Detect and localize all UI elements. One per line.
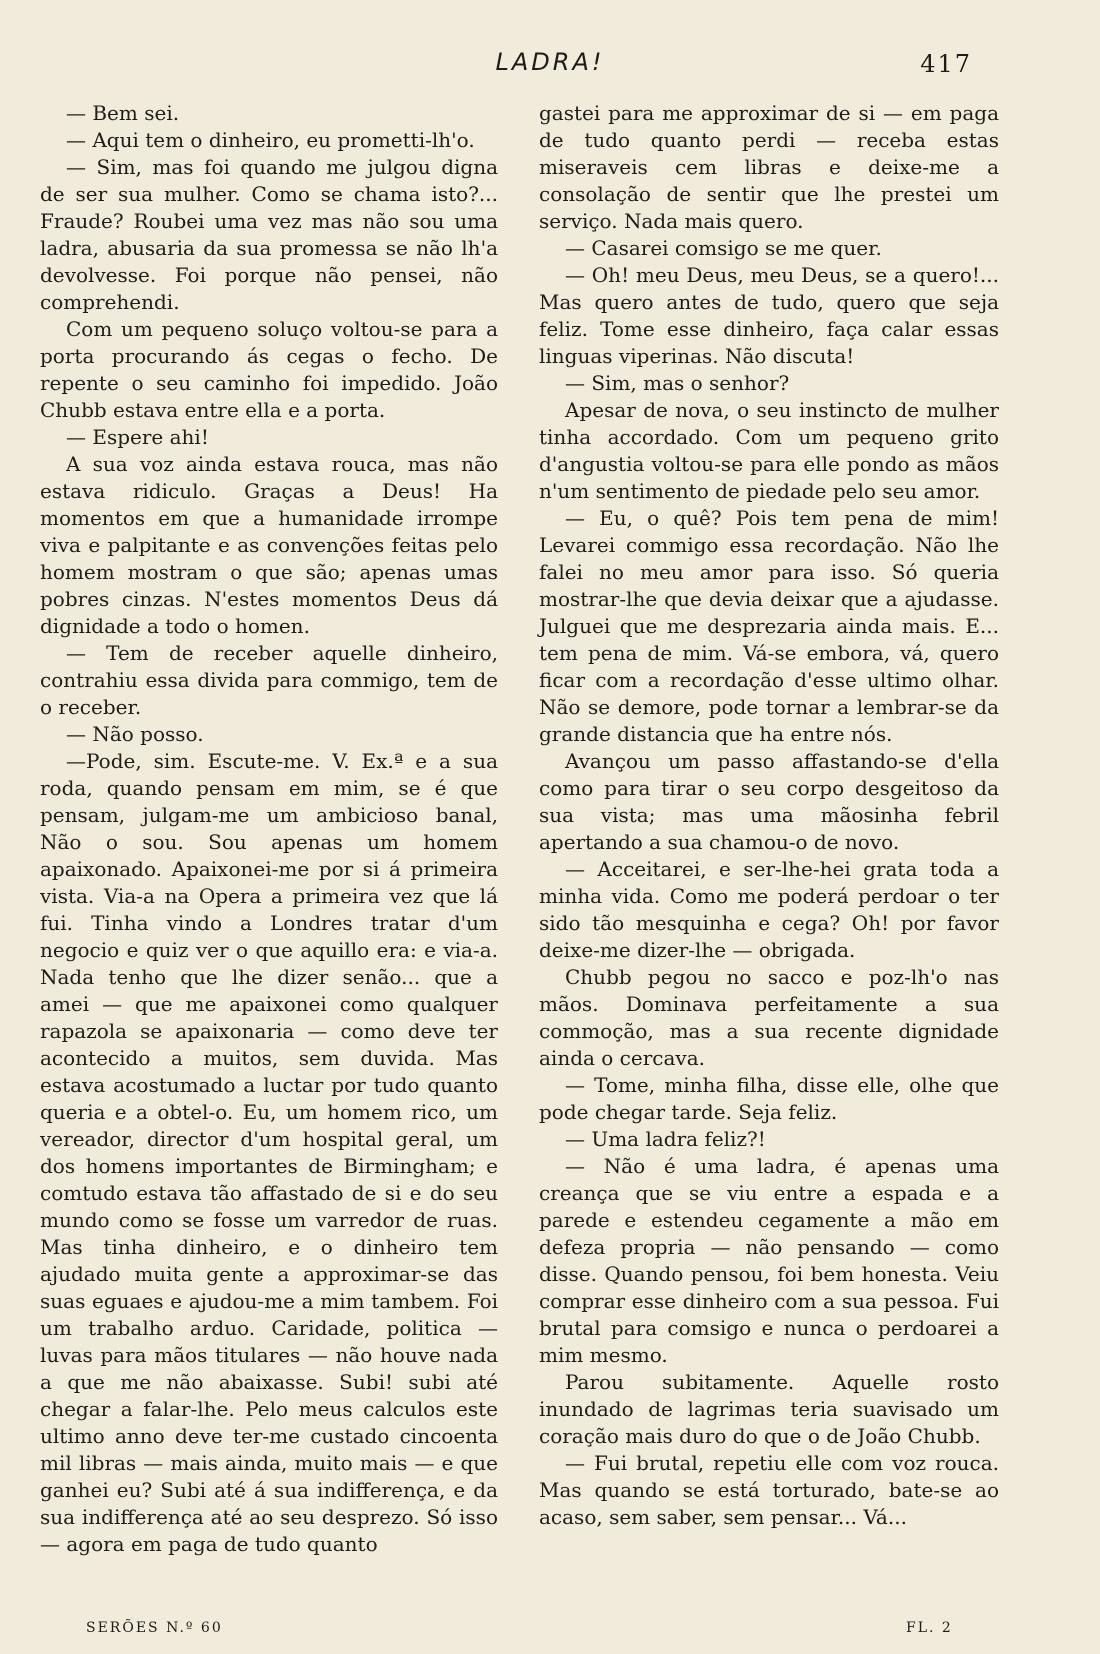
paragraph: — Casarei comsigo se me quer. [565, 236, 882, 260]
paragraph: — Fui brutal, repetiu elle com voz rouca. Mas quando se está torturado, bate-se ao acaso, sem saber, sem pensar... Vá... [539, 1451, 999, 1529]
paragraph: — Uma ladra feliz?! [565, 1127, 766, 1151]
paragraph: — Tem de receber aquelle dinheiro, contrahiu essa divida para commigo, tem de o receber. [40, 641, 498, 719]
paragraph: — Sim, mas o senhor? [565, 371, 790, 395]
footer-issue-label: SERÕES N.º 60 [86, 1620, 223, 1636]
paragraph: —Pode, sim. Escute-me. V. Ex.ª e a sua roda, quando pensam em mim, se é que pensam, julgam-me um ambicioso banal, Não o sou. Sou apenas um homem apaixonado. Apaixonei-me por si á primeira vista. Via-a na Opera a primeira vez que lá fui. Tinha vindo a Londres tratar d'um negocio e quiz ver o que aquillo era: e via-a. Nada tenho que lhe dizer senão... que a amei — que me apaixonei como qualquer rapazola se apaixonaria — como deve ter acontecido a muitos, sem duvida. Mas estava acostumado a luctar por tudo quanto queria e a obtel-o. Eu, um homem rico, um vereador, director d'um hospital geral, um dos homens importantes de Birmingham; e comtudo estava tão affastado de si e do seu mundo como se fosse um varredor de ruas. Mas tinha dinheiro, e o dinheiro tem ajudado muita gente a approximar-se das suas eguaes e ajudou-me a mim tambem. Foi um trabalho arduo. Caridade, politica — luvas para mãos titulares — não houve nada a que me não abaixasse. Subi! subi até chegar a falar-lhe. Pelo meus calculos este ultimo anno deve ter-me custado cincoenta mil libras — mais ainda, muito mais — e que ganhei eu? Subi até á sua indifferença, e da sua indifferença até ao seu desprezo. Só isso — agora em paga de tudo quanto [40, 749, 498, 1556]
paragraph: — Não posso. [66, 722, 204, 746]
paragraph: Chubb pegou no sacco e poz-lh'o nas mãos. Dominava perfeitamente a sua commoção, mas a sua recente dignidade ainda o cercava. [539, 965, 999, 1070]
right-text-column [539, 100, 999, 1531]
paragraph: — Eu, o quê? Pois tem pena de mim! Levarei commigo essa recordação. Não lhe falei no meu amor para isso. Só queria mostrar-lhe que devia deixar que a ajudasse. Julguei que me desprezaria ainda mais. E... tem pena de mim. Vá-se embora, vá, quero ficar com a recordação d'esse ultimo olhar. Não se demore, pode tornar a lembrar-se da grande distancia que ha entre nós. [539, 506, 999, 746]
paragraph: — Sim, mas foi quando me julgou digna de ser sua mulher. Como se chama isto?... Fraude? Roubei uma vez mas não sou uma ladra, abusaria da sua promessa se não lh'a devolvesse. Foi porque não pensei, não comprehendi. [40, 155, 498, 314]
paragraph: — Bem sei. [66, 101, 180, 125]
paragraph: Com um pequeno soluço voltou-se para a porta procurando ás cegas o fecho. De repente o seu caminho foi impedido. João Chubb estava entre ella e a porta. [40, 317, 498, 422]
left-text-column [40, 100, 498, 1558]
paragraph: gastei para me approximar de si — em paga de tudo quanto perdi — receba estas miseraveis cem libras e deixe-me a consolação de sentir que lhe prestei um serviço. Nada mais quero. [539, 101, 999, 233]
footer-sheet-label: FL. 2 [906, 1620, 953, 1636]
paragraph: — Acceitarei, e ser-lhe-hei grata toda a minha vida. Como me poderá perdoar o ter sido tão mesquinha e cega? Oh! por favor deixe-me dizer-lhe — obrigada. [539, 857, 999, 962]
paragraph: Apesar de nova, o seu instincto de mulher tinha accordado. Com um pequeno grito d'angustia voltou-se para elle pondo as mãos n'um sentimento de piedade pelo seu amor. [539, 398, 999, 503]
paragraph: — Oh! meu Deus, meu Deus, se a quero!... Mas quero antes de tudo, quero que seja feliz. Tome esse dinheiro, faça calar essas linguas viperinas. Não discuta! [539, 263, 999, 368]
paragraph: Avançou um passo affastando-se d'ella como para tirar o seu corpo desgeitoso da sua vista; mas uma mãosinha febril apertando a sua chamou-o de novo. [539, 749, 999, 854]
paragraph: A sua voz ainda estava rouca, mas não estava ridiculo. Graças a Deus! Ha momentos em que a humanidade irrompe viva e palpitante e as convenções feitas pelo homem mostram o que são; apenas umas pobres cinzas. N'estes momentos Deus dá dignidade a todo o homen. [40, 452, 498, 638]
running-title: LADRA! [495, 48, 605, 76]
paragraph: — Tome, minha filha, disse elle, olhe que pode chegar tarde. Seja feliz. [539, 1073, 999, 1124]
paragraph: Parou subitamente. Aquelle rosto inundado de lagrimas teria suavisado um coração mais duro do que o de João Chubb. [539, 1370, 999, 1448]
paragraph: — Não é uma ladra, é apenas uma creança que se viu entre a espada e a parede e estendeu cegamente a mão em defeza propria — não pensando — como disse. Quando pensou, foi bem honesta. Veiu comprar esse dinheiro com a sua pessoa. Fui brutal para comsigo e nunca o perdoarei a mim mesmo. [539, 1154, 999, 1367]
paragraph: — Espere ahi! [66, 425, 209, 449]
page-number: 417 [920, 50, 972, 78]
paragraph: — Aqui tem o dinheiro, eu prometti-lh'o. [66, 128, 475, 152]
